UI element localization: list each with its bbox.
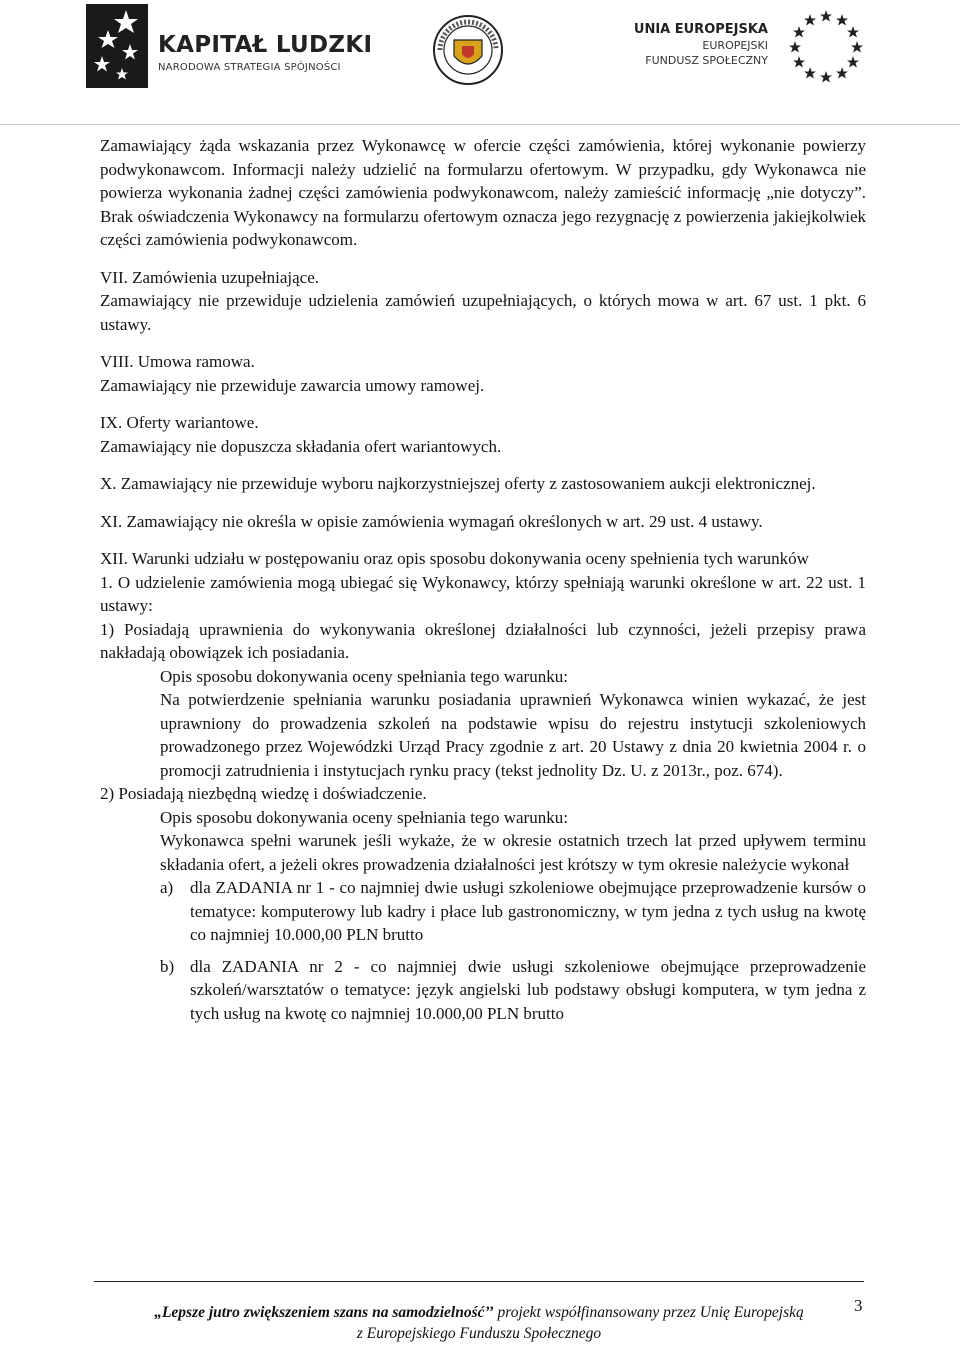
condition-1-assessment-label: Opis sposobu dokonywania oceny spełniania tego warunku: xyxy=(160,666,568,686)
page-number: 3 xyxy=(854,1296,863,1315)
kl-title: KAPITAŁ LUDZKI xyxy=(158,32,373,58)
list-item-text: dla ZADANIA nr 1 - co najmniej dwie usługi szkoleniowe obejmujące przeprowadzenie kursów o tematyce: komputerowy lub kadry i płace lub gastronomiczny, w tym jedna z tych usług na kwotę co najmniej 10.000,00 PLN brutto xyxy=(190,878,866,944)
condition-2-assessment-text: Wykonawca spełni warunek jeśli wykaże, że w okresie ostatnich trzech lat przed upływem terminu składania ofert, a jeżeli okres prowadzenia działalności jest krótszy w tym okresie należycie wykonał xyxy=(160,831,866,874)
ue-text-block xyxy=(628,22,768,67)
task-list xyxy=(100,876,866,1025)
page-footer xyxy=(94,1302,864,1344)
footer-project-title: „Lepsze jutro zwiększeniem szans na samodzielność’’ xyxy=(154,1304,494,1321)
kl-stars-icon xyxy=(86,4,148,88)
section-vii-text: Zamawiający nie przewiduje udzielenia zamówień uzupełniających, o których mowa w art. 67 ust. 1 pkt. 6 ustawy. xyxy=(100,291,866,334)
footer-cofinance-text: projekt współfinansowany przez Unię Europejską xyxy=(493,1304,804,1321)
section-xii-point-1: 1. O udzielenie zamówienia mogą ubiegać się Wykonawcy, którzy spełniają warunki określone w art. 22 ust. 1 ustawy: xyxy=(100,572,866,615)
condition-1-assessment-text: Na potwierdzenie spełniania warunku posiadania uprawnień Wykonawca winien wykazać, że jest uprawniony do prowadzenia szkoleń na podstawie wpisu do rejestru instytucji szkoleniowych prowadzonego przez Wojewódzki Urząd Pracy zgodnie z art. 20 Ustawy z dnia 20 kwietnia 2004 r. o promocji zatrudnienia i instytucjach rynku pracy (tekst jednolity Dz. U. z 2013r., poz. 674). xyxy=(160,690,866,780)
paragraph-subcontracting: Zamawiający żąda wskazania przez Wykonawcę w ofercie części zamówienia, której wykonanie powierzy podwykonawcom. Informacji należy udzielić na formularzu ofertowym. W przypadku, gdy Wykonawca nie powierza wykonania żadnej części zamówienia podwykonawcom, należy zamieścić informację „nie dotyczy”. Brak oświadczenia Wykonawcy na formularzu ofertowym oznacza jego rezygnację z powierzenia jakiejkolwiek części zamówienia podwykonawcom. xyxy=(100,136,866,249)
kapital-ludzki-logo xyxy=(86,2,386,88)
document-body xyxy=(100,134,866,1025)
condition-2: 2) Posiadają niezbędną wiedzę i doświadczenie. xyxy=(100,784,427,803)
page-header xyxy=(0,0,960,124)
list-item-b xyxy=(160,955,866,1026)
section-x: X. Zamawiający nie przewiduje wyboru najkorzystniejszej oferty z zastosowaniem aukcji elektronicznej. xyxy=(100,474,816,493)
section-ix-text: Zamawiający nie dopuszcza składania ofert wariantowych. xyxy=(100,436,502,456)
ue-line-3: FUNDUSZ SPOŁECZNY xyxy=(645,54,768,67)
section-vii-heading: VII. Zamówienia uzupełniające. xyxy=(100,267,320,287)
pcpr-seal-logo xyxy=(432,10,504,90)
condition-1: 1) Posiadają uprawnienia do wykonywania określonej działalności lub czynności, jeżeli przepisy prawa nakładają obowiązek ich posiadania. xyxy=(100,619,866,662)
condition-2-assessment-label: Opis sposobu dokonywania oceny spełniania tego warunku: xyxy=(160,807,568,827)
list-item-a xyxy=(160,876,866,947)
section-viii-heading: VIII. Umowa ramowa. xyxy=(100,352,255,371)
footer-fund-text: z Europejskiego Funduszu Społecznego xyxy=(356,1325,602,1342)
list-marker: b) xyxy=(160,956,175,976)
section-ix-heading: IX. Oferty wariantowe. xyxy=(100,413,259,432)
list-item-text: dla ZADANIA nr 2 - co najmniej dwie usługi szkoleniowe obejmujące przeprowadzenie szkoleń/warsztatów o tematyce: język angielski lub podstawy obsługi komputera, w tym jedna z tych usług na kwotę co najmniej 10.000,00 PLN brutto xyxy=(190,956,866,1023)
ue-line-2: EUROPEJSKI xyxy=(702,39,768,52)
header-divider xyxy=(0,124,960,125)
list-marker: a) xyxy=(160,878,174,897)
eu-stars-icon xyxy=(782,4,870,86)
section-xi: XI. Zamawiający nie określa w opisie zamówienia wymagań określonych w art. 29 ust. 4 ustawy. xyxy=(100,511,763,531)
footer-divider xyxy=(94,1281,864,1282)
section-xii-heading: XII. Warunki udziału w postępowaniu oraz opis sposobu dokonywania oceny spełnienia tych warunków xyxy=(100,549,809,568)
ue-line-1: UNIA EUROPEJSKA xyxy=(633,22,768,37)
section-viii-text: Zamawiający nie przewiduje zawarcia umowy ramowej. xyxy=(100,375,485,395)
kl-subtitle: NARODOWA STRATEGIA SPÓJNOŚCI xyxy=(158,62,341,73)
